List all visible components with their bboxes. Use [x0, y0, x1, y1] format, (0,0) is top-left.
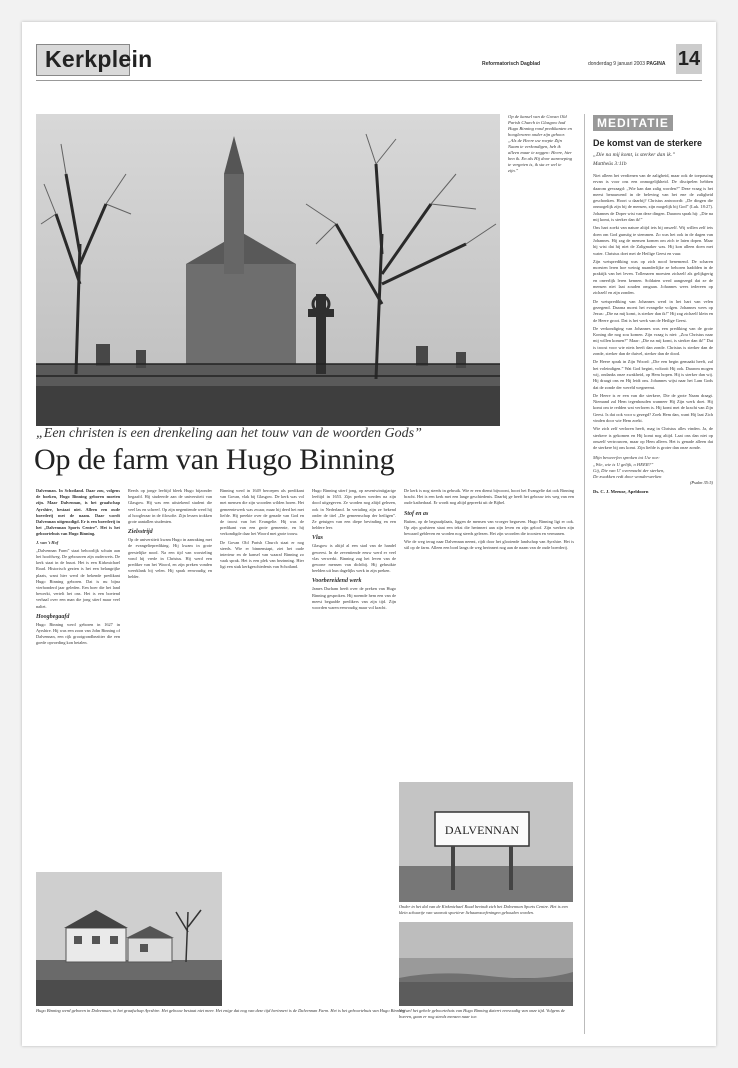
meditatie-title: De komst van de sterkere — [593, 138, 703, 148]
newspaper-page — [22, 22, 716, 1046]
meditatie-paragraph: Zijn wetsprediking was op zich nood benemend. De scharen moesten leren hoe weinig nuanderlijke ze behoren haddden in de praktijk van het leven. Tollenaren moesten zichzelf als gelijkgerig en oneerlijk leren kennen. Soldaten werd aangezegd dat ze de mensen niet laat zouden omgaan. Johannes wees iedereen op zichzelf en zijn zonden. — [593, 258, 713, 296]
meditatie-paragraph: De verkondiging van Johannes was een prediking van de grote Koning die nog zou komen. Zijn vraag is niet: „Zou Christus naar mij willen komen?” Maar: „Die na mij komt, is sterker dan ik!” Dat is troost voor wie niets heeft dan zonde. Christus is sterker dan de zonde, sterker dan de duivel, sterker dan de dood. — [593, 325, 713, 357]
photo-caption-farmhouse: Hugo Binning werd geboren in Dalvennan, in het graafschap Ayrshire. Het gebouw bestaat niet meer. Het enige dat nog van deze tijd herinnert is de Dalvennan Farm. Het is het geboortehuis van Hugo Binning. — [36, 1008, 406, 1013]
subhead: Vlas — [312, 535, 324, 542]
dalvennan-sign-photo — [399, 782, 573, 902]
article-column-1 — [36, 488, 120, 868]
article-column-3 — [220, 488, 304, 868]
meditatie-paragraph: Niet alleen het verdienen van de zaligheid, maar ook de toepassing ervan is voor ons een onmogelijkheid. De discipelen hebben daarom gevraagd: „Wie kan dan zalig worden?” Deze vraag is het meest benauwend in de beleving van het ene de zaligheid geschonken. Hoort u daarbij? Christus antwoordt: „De dingen die onmogelijk zijn bij de mensen, zijn mogelijk bij God” (Luk. 18:27). Johannes de Doper wist van deze dingen. Daarom sprak hij: „Die na mij komt, is sterker dan ik!” — [593, 173, 713, 223]
meditatie-body — [593, 173, 713, 451]
meditatie-reference: Mattheüs 3:11b — [593, 161, 627, 167]
article-paragraph: Buiten, op de begraafplaats, liggen de mensen van vroeger begraven. Hugo Binning ligt er ook. Op zijn grafsteen staat een tekst die herinnert aan zijn leven en zijn geloof. Zijn werken zijn bewaard gebleven en worden nog steeds gelezen. Het zijn woorden die troosten en vermanen. — [404, 518, 574, 537]
subhead: Zielsstrijd — [128, 529, 153, 536]
meditatie-paragraph: De Heere is er een van die sterkere, Die de grote Naam draagt. Niemand zal Hem tegenhouden wanneer Hij Zijn werk doet. Hij komt om te redden wat verloren is. Hij komt met de kracht van Zijn Geest. Is dat ook voor u gezegd? Zoek Hem dan, want Hij laat Zich vinden door wie Hem zoekt. — [593, 392, 713, 423]
article-paragraph: Binning werd in 1649 beroepen als predikant van Govan, vlak bij Glasgow. De kerk was vol met mensen die zijn woorden wilden horen. Het gemeentewerk was zwaar, maar hij deed het met liefde. Hij preekte over de genade van God en de troost van het Evangelie. Hij was de predikant van een grote gemeente, en hij verkondigde daar het Woord met grote trouw. — [220, 488, 304, 537]
article-paragraph: Hugo Binning stierf jong, op zesentwintigjarige leeftijd in 1653. Zijn preken werden na zijn dood uitgegeven. Ze worden nog altijd gelezen, ook in Nederland. In vertaling zijn ze bekend onder de titel „De gemeenschap der heiligen”. Ze getuigen van een diepe bevinding en een heldere leer. — [312, 488, 396, 531]
page-label: PAGINA — [646, 61, 666, 67]
article-paragraph: De Govan Old Parish Church staat er nog steeds. Wie er binnenstapt, ziet het oude interieur en de kansel van waaraf Binning zo vaak sprak. Het is een plek van bezinning. Hier ligt een stuk kerkgeschiedenis van Schotland. — [220, 539, 304, 570]
article-lead: Dalvennan. In Schotland. Daar zou, volgens de boeken, Hugo Binning geboren moeten zijn. Maar Dalvennan, is het graafschap Ayrshire, bestaat niet. Alleen een oude boerderij met de naam. Daar wordt Dalvennan uitgenodigd. Er is een boerderij in het „Dalvennan Sports Centre”. Het is het geboortehuis van Hugo Binning. — [36, 488, 120, 537]
article-headline: Op de farm van Hugo Binning — [34, 443, 395, 476]
meditatie-poem: Mijn beweerfen sproken tot Uw oor: „Wie, wie is U gelijk, o HEER?” Gij, Die van U' overmacht der sterken, De zwakken redt door wonderwerken — [593, 455, 665, 480]
article-kicker: „Een christen is een drenkeling aan het touw van de woorden Gods” — [36, 426, 422, 441]
meditatie-paragraph: Wie zich zelf verloren heeft, mag in Christus alles vinden. Ja, de sterkere is gekomen en Hij komt nog altijd. Laat ons dan niet op onszelf vertrouwen, maar op Hem alleen. Het is genade alleen dat de sterkere bij ons komt. Zijn liefde is groter dan onze zonde. — [593, 426, 713, 451]
article-paragraph: Op de universiteit kwam Hugo in aanraking met de evangelieprediking. Hij kwam in grote geestelijke nood. Na een tijd van worsteling vond hij vrede in Christus. Hij werd een prediker van het Woord, en zijn preken vonden weerklank bij velen. Hij sprak eenvoudig en helder. — [128, 537, 212, 580]
section-label-box — [36, 44, 153, 76]
meditatie-author: Ds. C. J. Meeuse, Apeldoorn — [593, 489, 649, 495]
farmhouse-photo — [36, 872, 222, 1006]
meditatie-paragraph: De wetsprediking van Johannes werd in het hart van velen gezegend. Daarna moest het evangelie volgen. Johannes wees op Jezus: „Die na mij komt, is sterker dan ik!” Hij zag zichzelf klein en de Heere groot. Dat is het werk van de Heilige Geest. — [593, 298, 713, 323]
article-column-2 — [128, 488, 212, 868]
section-title: Kerkplein — [45, 46, 153, 72]
photo-caption-right: Op de kansel van de Govan Old Parish Church in Glasgow had Hugo Binning rond predikanten en hoogleraren onder zijn gehoor. „Als de Heere uw roepte Zijn Naam te verkondigen, heb ik alleen maar te zeggen: Heere, hier ben ik. En als Hij door aanroeping te vergeten is, ik sta er wel te zijn.” — [508, 114, 573, 173]
photo-caption-sign: Onder in het dal van de Kirkmichael Road bevindt zich het Dalvennan Sports Centre. Het is een klein schuurtje van waaruit sportieve lichaamsoefeningen gehouden worden. — [399, 904, 568, 915]
article-byline: J. van 't Hof — [36, 539, 59, 545]
meditatie-paragraph: Ons hart zoekt van nature altijd iets bij onszelf. Wij willen zelf iets doen om God gunstig te stemmen. Zo was het ook in de dagen van Johannes. Hij zag de mensen komen om zich te laten dopen. Maar hij wist dat hij niet de Zaligmaker was. Hij kon alleen doen met water. Christus doet met de Heilige Geest en vuur. — [593, 225, 713, 256]
article-paragraph: James Durham heeft over de preken van Hugo Binning gesproken. Hij noemde hem een van de meest begaafde predikers van zijn tijd. Zijn woorden waren eenvoudig maar vol kracht. — [312, 586, 396, 611]
page-number: 14 — [676, 44, 702, 74]
subhead: Voorbereidend werk — [312, 578, 362, 585]
article-paragraph: Wie de weg terug naar Dalvennan neemt, rijdt door het glooiende landschap van Ayrshire. Het is stil op de farm. Alleen een bord langs de weg herinnert nog aan de naam van de oude boerderij. — [404, 539, 574, 551]
meditatie-paragraph: De Heere sprak in Zijn Woord: „Die een begin gemaakt heeft, zal het voleindigen.” Wat God begint, voltooit Hij ook. Daarom mogen wij, ondanks onze zwakheid, op Hem hopen. Hij is sterker dan wij. Hij draagt ons en Hij leidt ons. Johannes wijst naar het Lam Gods dat de zonde der wereld wegneemt. — [593, 359, 713, 390]
subhead: Hoogbegaafd — [36, 613, 70, 620]
meditatie-quote: „Die na mij komt, is sterker dan ik.” — [593, 152, 676, 158]
issue-date — [588, 61, 665, 67]
meditatie-sidebar — [584, 114, 713, 1034]
coast-landscape-photo — [399, 922, 573, 1006]
meditatie-label: MEDITATIE — [593, 115, 673, 131]
masthead — [36, 40, 702, 81]
article-column-5 — [404, 488, 574, 774]
date-text: donderdag 9 januari 2003 — [588, 61, 645, 67]
meditatie-poem-reference: (Psalm 35:5) — [689, 480, 713, 486]
article-paragraph: „Dalvennan Farm” staat behoorlijk schuin aan het hoofdweg. De gebouwen zijn ouderwets. De kerk staat in de buurt. Het is een Kirkmichael Road. Historisch gezien is het een belangrijke plaats, want hier werd de bekende predikant Hugo Binning geboren. Dat is nu bijna vierhonderd jaar geleden. Een boer die het land bewerkt, vertelt het ons. Het is een boeiend verhaal over een man die jong stierf maar veel naliet. — [36, 547, 120, 609]
article-paragraph: Hugo Binning werd geboren in 1627 in Ayrshire. Hij was een zoon van John Binning of Dalvennan, een rijk grootgrondbezitter die een goede opvoeding kon betalen. — [36, 621, 120, 646]
publication-name: Reformatorisch Dagblad — [482, 61, 541, 67]
article-paragraph: Glasgow is altijd al een stad van de handel geweest. In de zeventiende eeuw werd er veel vlas verwerkt. Binning zag het leven van de gewone mensen van dichtbij. Hij gebruikte beelden uit hun dagelijks werk in zijn preken. — [312, 543, 396, 574]
article-paragraph: Reeds op jonge leeftijd bleek Hugo bijzonder begaafd. Hij studeerde aan de universiteit van Glasgow. Hij was een uitstekend student die veel las en schreef. Op zijn negentiende werd hij al hoogleraar in de filosofie. Zijn lessen trokken grote aantallen studenten. — [128, 488, 212, 525]
article-column-4 — [312, 488, 396, 998]
subhead: Stof en as — [404, 510, 429, 517]
sign-text: DALVENNAN — [444, 823, 520, 837]
photo-caption-coast: Vrijwel het gehele geboortehuis van Hugo Binning daterrt eenvoudig van onze tijd. Volgens de boeren, gaan er nog steeds mensen naar toe. — [399, 1008, 565, 1019]
church-graveyard-photo — [36, 114, 500, 426]
article-paragraph: De kerk is nog steeds in gebruik. Wie er een dienst bijwoont, hoort het Evangelie dat ook Binning bracht. Het is een kerk met een lange geschiedenis. Daarbij ge heeft het gebouw iets weg van een oude kathedraal. Er wordt nog altijd gepreekt uit de Bijbel. — [404, 488, 574, 506]
